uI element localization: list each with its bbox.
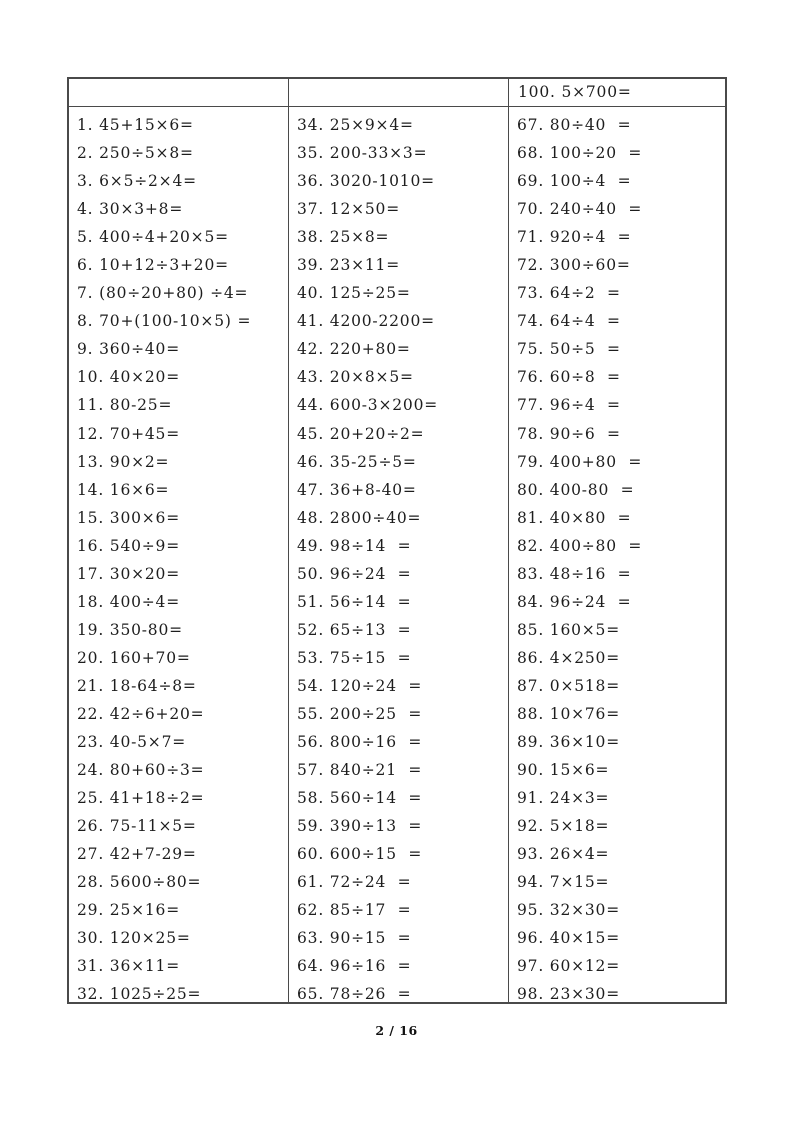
- problem-item: 2. 250÷5×8=: [77, 144, 194, 163]
- header-cell-problem-100: 100. 5×700=: [518, 83, 632, 101]
- problem-item: 29. 25×16=: [77, 901, 180, 920]
- problem-item: 36. 3020-1010=: [297, 172, 435, 191]
- problem-item: 92. 5×18=: [517, 817, 610, 836]
- problem-item: 89. 36×10=: [517, 733, 620, 752]
- problem-item: 53. 75÷15 =: [297, 648, 412, 667]
- header-cell-empty-1: [69, 79, 289, 106]
- table-header-row: [69, 79, 725, 107]
- problem-item: 63. 90÷15 =: [297, 929, 412, 948]
- problem-item: 97. 60×12=: [517, 957, 620, 976]
- problem-item: 44. 600-3×200=: [297, 396, 439, 415]
- problem-item: 55. 200÷25 =: [297, 704, 423, 723]
- problem-item: 90. 15×6=: [517, 761, 610, 780]
- table-body-row: [69, 107, 725, 1002]
- problem-item: 1. 45+15×6=: [77, 116, 194, 134]
- problem-item: 12. 70+45=: [77, 424, 180, 443]
- problem-item: 38. 25×8=: [297, 228, 390, 247]
- problem-item: 65. 78÷26 =: [297, 985, 412, 1002]
- problem-item: 98. 23×30=: [517, 985, 620, 1002]
- problem-item: 49. 98÷14 =: [297, 536, 412, 555]
- problem-item: 54. 120÷24 =: [297, 676, 423, 695]
- problem-item: 11. 80-25=: [77, 396, 173, 415]
- problem-item: 94. 7×15=: [517, 873, 610, 892]
- problem-item: 50. 96÷24 =: [297, 564, 412, 583]
- problems-column-1: [69, 107, 289, 1002]
- problem-item: 21. 18-64÷8=: [77, 676, 197, 695]
- header-cell-empty-2: [289, 79, 509, 106]
- problem-item: 80. 400-80 =: [517, 480, 635, 499]
- problem-item: 64. 96÷16 =: [297, 957, 412, 976]
- problem-item: 3. 6×5÷2×4=: [77, 172, 197, 191]
- problem-item: 46. 35-25÷5=: [297, 452, 417, 471]
- problem-item: 72. 300÷60=: [517, 256, 631, 275]
- problem-item: 79. 400+80 =: [517, 452, 643, 471]
- problem-item: 34. 25×9×4=: [297, 116, 414, 134]
- problem-item: 28. 5600÷80=: [77, 873, 202, 892]
- problem-item: 91. 24×3=: [517, 789, 610, 808]
- problem-item: 35. 200-33×3=: [297, 144, 428, 163]
- problem-item: 96. 40×15=: [517, 929, 620, 948]
- problem-item: 7. (80÷20+80) ÷4=: [77, 284, 249, 303]
- problem-item: 48. 2800÷40=: [297, 508, 422, 527]
- problem-item: 39. 23×11=: [297, 256, 400, 275]
- problem-item: 74. 64÷4 =: [517, 312, 621, 331]
- problem-item: 4. 30×3+8=: [77, 200, 184, 219]
- problem-item: 81. 40×80 =: [517, 508, 632, 527]
- problem-item: 17. 30×20=: [77, 564, 180, 583]
- problem-item: 60. 600÷15 =: [297, 845, 423, 864]
- problem-item: 68. 100÷20 =: [517, 144, 643, 163]
- problem-item: 27. 42+7-29=: [77, 845, 197, 864]
- problem-item: 42. 220+80=: [297, 340, 411, 359]
- problem-item: 14. 16×6=: [77, 480, 170, 499]
- problem-item: 70. 240÷40 =: [517, 200, 643, 219]
- problem-item: 10. 40×20=: [77, 368, 180, 387]
- problem-item: 16. 540÷9=: [77, 536, 180, 555]
- problem-item: 56. 800÷16 =: [297, 733, 423, 752]
- problem-item: 71. 920÷4 =: [517, 228, 632, 247]
- problem-item: 45. 20+20÷2=: [297, 424, 425, 443]
- problem-item: 73. 64÷2 =: [517, 284, 621, 303]
- problem-item: 86. 4×250=: [517, 648, 620, 667]
- problem-item: 47. 36+8-40=: [297, 480, 417, 499]
- page-number: 2 / 16: [375, 1023, 418, 1038]
- problem-item: 58. 560÷14 =: [297, 789, 423, 808]
- problem-item: 75. 50÷5 =: [517, 340, 621, 359]
- problem-item: 52. 65÷13 =: [297, 620, 412, 639]
- problem-item: 59. 390÷13 =: [297, 817, 423, 836]
- problem-item: 32. 1025÷25=: [77, 985, 202, 1002]
- problem-item: 83. 48÷16 =: [517, 564, 632, 583]
- problem-item: 62. 85÷17 =: [297, 901, 412, 920]
- problem-item: 31. 36×11=: [77, 957, 180, 976]
- problem-item: 25. 41+18÷2=: [77, 789, 205, 808]
- problem-item: 20. 160+70=: [77, 648, 191, 667]
- problem-item: 84. 96÷24 =: [517, 592, 632, 611]
- problem-item: 95. 32×30=: [517, 901, 620, 920]
- problem-item: 93. 26×4=: [517, 845, 610, 864]
- problems-column-3: [509, 107, 725, 1002]
- problem-item: 85. 160×5=: [517, 620, 620, 639]
- problem-item: 43. 20×8×5=: [297, 368, 414, 387]
- problems-table: [67, 77, 727, 1004]
- problem-item: 88. 10×76=: [517, 704, 620, 723]
- problem-item: 57. 840÷21 =: [297, 761, 423, 780]
- problem-item: 18. 400÷4=: [77, 592, 180, 611]
- problem-item: 13. 90×2=: [77, 452, 170, 471]
- problem-item: 69. 100÷4 =: [517, 172, 632, 191]
- problem-item: 51. 56÷14 =: [297, 592, 412, 611]
- problem-item: 40. 125÷25=: [297, 284, 411, 303]
- problem-item: 19. 350-80=: [77, 620, 183, 639]
- problem-item: 77. 96÷4 =: [517, 396, 621, 415]
- problem-item: 82. 400÷80 =: [517, 536, 643, 555]
- problem-item: 30. 120×25=: [77, 929, 191, 948]
- problem-item: 61. 72÷24 =: [297, 873, 412, 892]
- problems-column-2: [289, 107, 509, 1002]
- problem-item: 23. 40-5×7=: [77, 733, 187, 752]
- problem-item: 37. 12×50=: [297, 200, 400, 219]
- problem-item: 8. 70+(100-10×5) =: [77, 312, 252, 331]
- problem-item: 67. 80÷40 =: [517, 116, 632, 134]
- problem-item: 15. 300×6=: [77, 508, 180, 527]
- problem-item: 9. 360÷40=: [77, 340, 180, 359]
- problem-item: 41. 4200-2200=: [297, 312, 435, 331]
- problem-item: 5. 400÷4+20×5=: [77, 228, 229, 247]
- problem-item: 24. 80+60÷3=: [77, 761, 205, 780]
- problem-item: 26. 75-11×5=: [77, 817, 197, 836]
- problem-item: 87. 0×518=: [517, 676, 620, 695]
- problem-item: 78. 90÷6 =: [517, 424, 621, 443]
- problem-item: 76. 60÷8 =: [517, 368, 621, 387]
- problem-item: 22. 42÷6+20=: [77, 704, 205, 723]
- problem-item: 6. 10+12÷3+20=: [77, 256, 229, 275]
